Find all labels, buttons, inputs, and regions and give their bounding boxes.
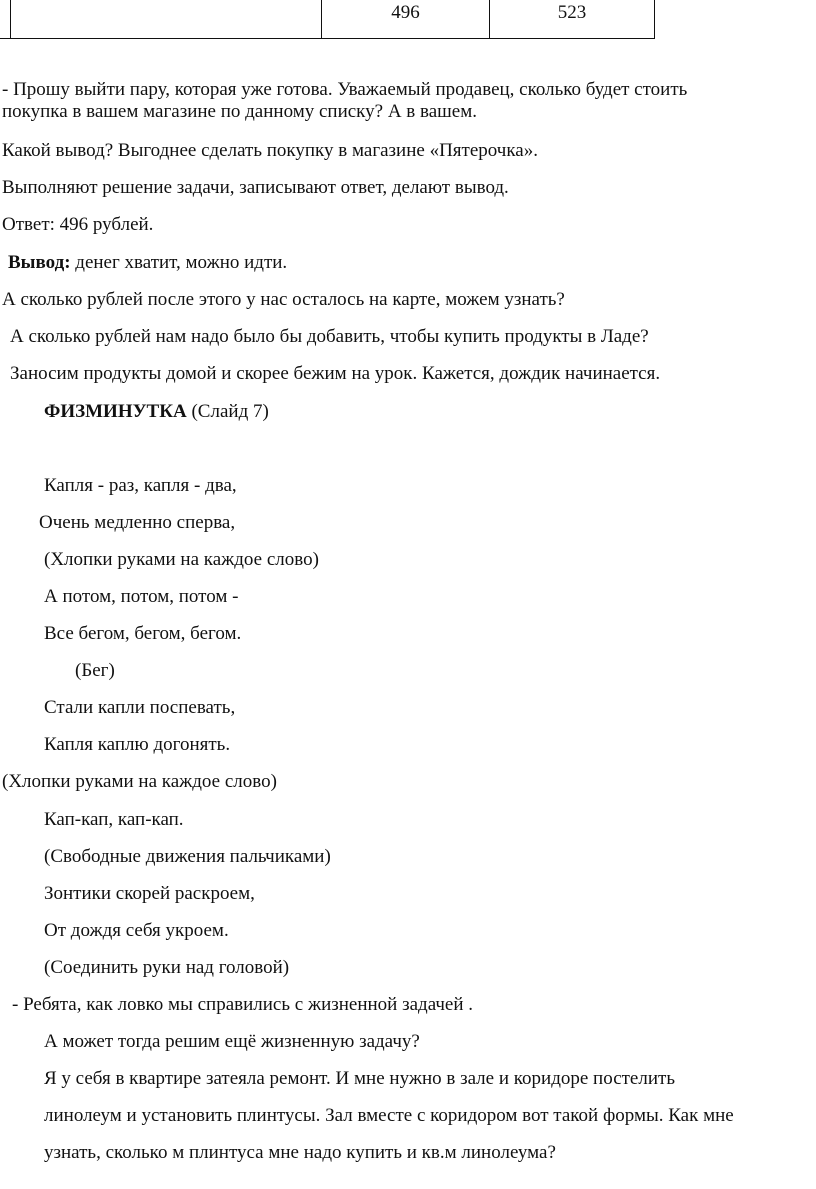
poem-line: (Бег) bbox=[75, 660, 115, 681]
price-table bbox=[0, 0, 655, 39]
table-cell bbox=[11, 0, 322, 39]
fizminutka-slide: (Слайд 7) bbox=[186, 401, 269, 422]
conclusion-line bbox=[8, 252, 287, 274]
paragraph-line: Выполняют решение задачи, записывают ответ, делают вывод. bbox=[2, 177, 509, 198]
table-cell-523: 523 bbox=[490, 0, 655, 39]
poem-line: Капля каплю догонять. bbox=[44, 734, 231, 755]
paragraph-line: - Прошу выйти пару, которая уже готова. Уважаемый продавец, сколько будет стоить bbox=[2, 79, 688, 100]
conclusion-label: Вывод: bbox=[8, 252, 71, 273]
poem-line: (Свободные движения пальчиками) bbox=[44, 846, 331, 867]
poem-line: Зонтики скорей раскроем, bbox=[44, 883, 255, 904]
table-cell-496: 496 bbox=[322, 0, 490, 39]
question-line: А сколько рублей нам надо было бы добавить, чтобы купить продукты в Ладе? bbox=[10, 326, 649, 347]
closing-line: А может тогда решим ещё жизненную задачу? bbox=[44, 1031, 420, 1052]
answer-line: Ответ: 496 рублей. bbox=[2, 214, 154, 235]
poem-line: Очень медленно сперва, bbox=[39, 512, 236, 533]
table-cell bbox=[0, 0, 11, 39]
poem-line: Кап-кап, кап-кап. bbox=[44, 809, 184, 830]
poem-line: (Соединить руки над головой) bbox=[44, 957, 290, 978]
poem-line: (Хлопки руками на каждое слово) bbox=[44, 549, 319, 570]
poem-line: (Хлопки руками на каждое слово) bbox=[2, 771, 277, 792]
poem-line: Все бегом, бегом, бегом. bbox=[44, 623, 242, 644]
question-line: А сколько рублей после этого у нас осталось на карте, можем узнать? bbox=[2, 289, 565, 310]
closing-line: узнать, сколько м плинтуса мне надо купить и кв.м линолеума? bbox=[44, 1142, 556, 1163]
closing-line: - Ребята, как ловко мы справились с жизненной задачей . bbox=[12, 994, 474, 1015]
paragraph-line: покупка в вашем магазине по данному списку? А в вашем. bbox=[2, 101, 478, 122]
fizminutka-heading bbox=[44, 401, 269, 423]
closing-line: линолеум и установить плинтусы. Зал вместе с коридором вот такой формы. Как мне bbox=[44, 1105, 734, 1126]
paragraph-line: Какой вывод? Выгоднее сделать покупку в магазине «Пятерочка». bbox=[2, 140, 538, 161]
table-row bbox=[0, 0, 655, 39]
poem-line: А потом, потом, потом - bbox=[44, 586, 239, 607]
question-line: Заносим продукты домой и скорее бежим на урок. Кажется, дождик начинается. bbox=[10, 363, 661, 384]
poem-line: Капля - раз, капля - два, bbox=[44, 475, 237, 496]
conclusion-text: денег хватит, можно идти. bbox=[70, 252, 288, 273]
poem-line: Стали капли поспевать, bbox=[44, 697, 236, 718]
fizminutka-title: ФИЗМИНУТКА bbox=[44, 401, 187, 422]
poem-line: От дождя себя укроем. bbox=[44, 920, 229, 941]
closing-line: Я у себя в квартире затеяла ремонт. И мне нужно в зале и коридоре постелить bbox=[44, 1068, 675, 1089]
